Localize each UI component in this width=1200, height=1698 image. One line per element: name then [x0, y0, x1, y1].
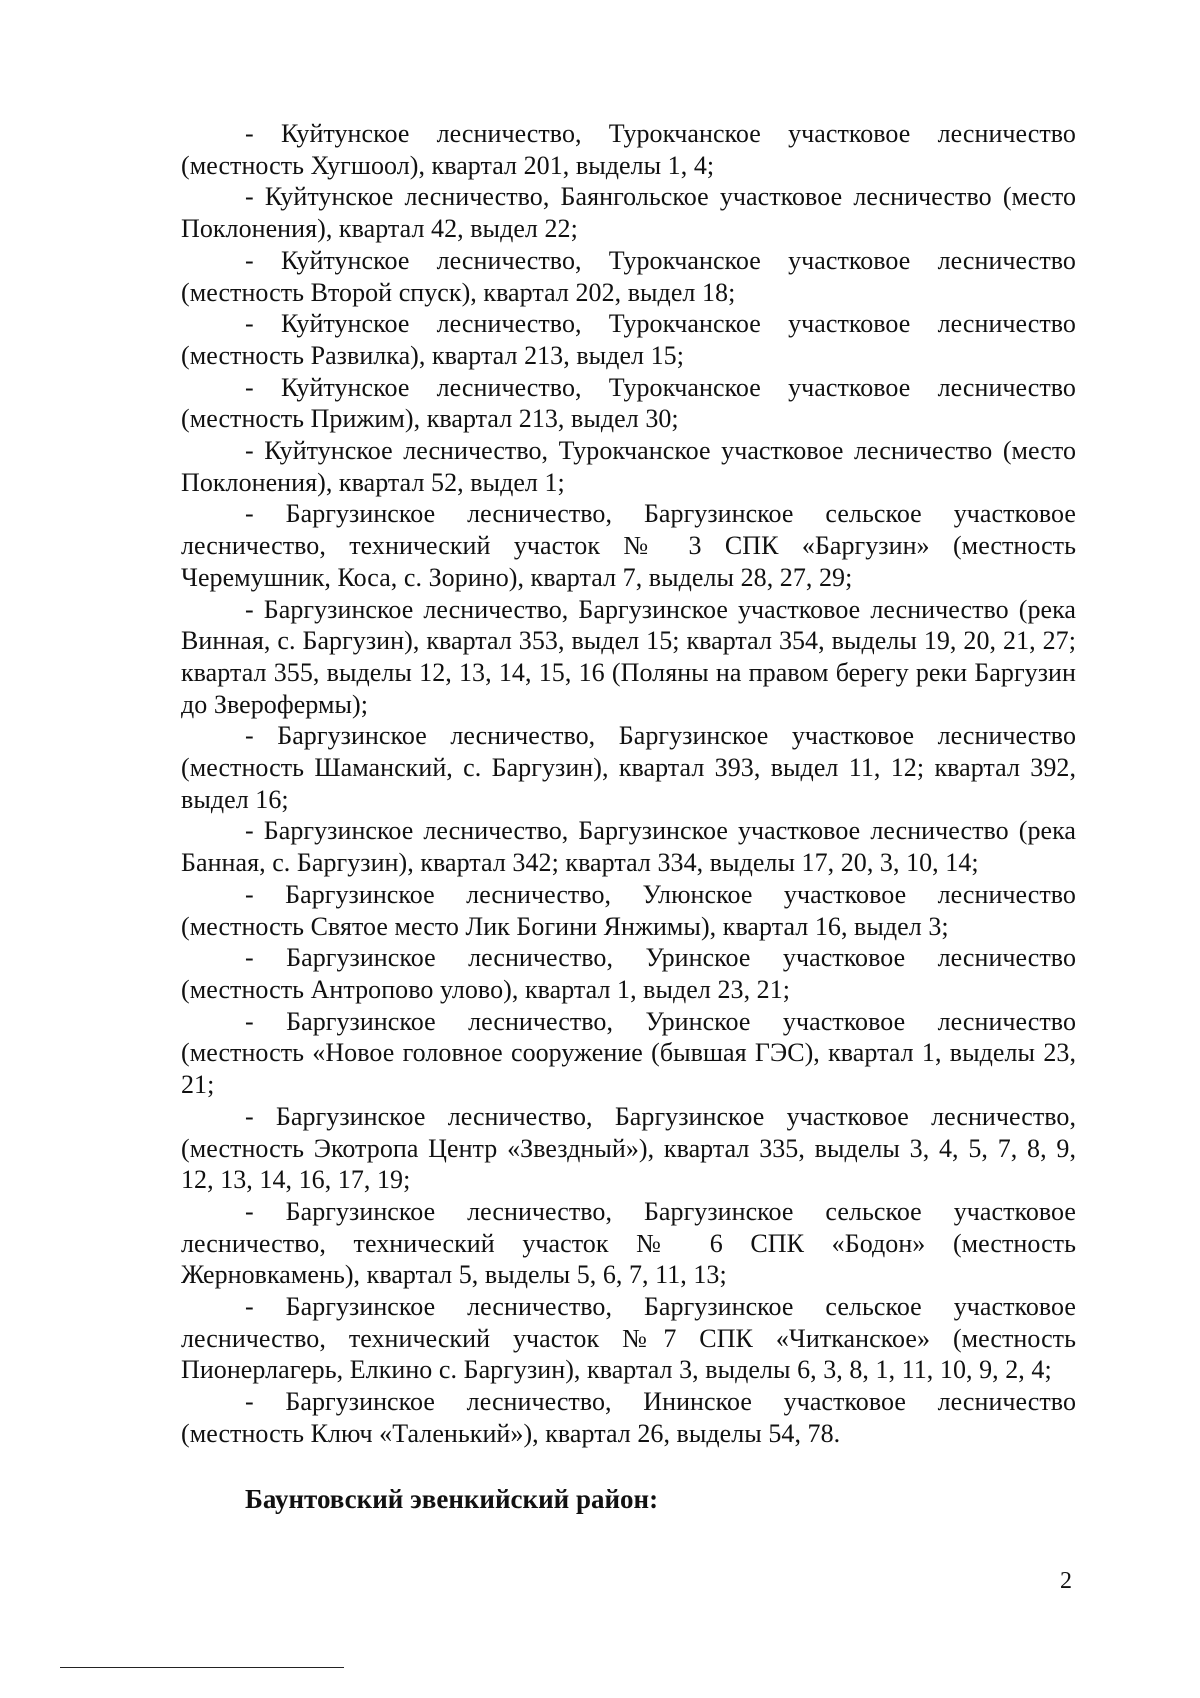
- page-number: 2: [1060, 1568, 1072, 1594]
- list-item: - Баргузинское лесничество, Баргузинское участковое лесничество (местность Шаманский, с. Баргузин), квартал 393, выдел 11, 12; квартал 392, выдел 16;: [181, 721, 1076, 814]
- list-item: - Баргузинское лесничество, Баргузинское участковое лесничество (река Банная, с. Баргузин), квартал 342; квартал 334, выделы 17, 20, 3, 10, 14;: [181, 816, 1076, 878]
- list-item: - Куйтунское лесничество, Турокчанское участковое лесничество (местность Прижим), квартал 213, выдел 30;: [181, 372, 1076, 434]
- list-item: - Куйтунское лесничество, Турокчанское участковое лесничество (место Поклонения), квартал 52, выдел 1;: [181, 436, 1076, 497]
- list-item: - Баргузинское лесничество, Уринское участковое лесничество (местность «Новое головное сооружение (бывшая ГЭС), квартал 1, выделы 23, 21;: [181, 1006, 1076, 1100]
- list-item: - Куйтунское лесничество, Турокчанское участковое лесничество (местность Развилка), квартал 213, выдел 15;: [181, 309, 1076, 370]
- list-item: - Баргузинское лесничество, Уринское участковое лесничество (местность Антропово улово), квартал 1, выдел 23, 21;: [181, 943, 1076, 1004]
- footnote-divider: [60, 1667, 344, 1668]
- list-item: - Баргузинское лесничество, Баргузинское сельское участковое лесничество, технический участок № 3 СПК «Баргузин» (местность Черемушник, Коса, с. Зорино), квартал 7, выделы 28, 27, 29;: [181, 499, 1076, 592]
- document-body: [181, 118, 1076, 1450]
- list-item: - Баргузинское лесничество, Баргузинское участковое лесничество (река Винная, с. Баргузин), квартал 353, выдел 15; квартал 354, выделы 19, 20, 21, 27; квартал 355, выделы 12, 13, 14, 15, 16 (Поляны на правом берегу реки Баргузин до Зверофермы);: [181, 594, 1076, 719]
- list-item: - Баргузинское лесничество, Баргузинское сельское участковое лесничество, технический участок № 6 СПК «Бодон» (местность Жерновкамень), квартал 5, выделы 5, 6, 7, 11, 13;: [181, 1196, 1076, 1290]
- list-item: - Баргузинское лесничество, Улюнское участковое лесничество (местность Святое место Лик Богини Янжимы), квартал 16, выдел 3;: [181, 879, 1076, 941]
- section-heading: Баунтовский эвенкийский район:: [245, 1484, 659, 1514]
- list-item: - Баргузинское лесничество, Баргузинское сельское участковое лесничество, технический участок №7 СПК «Читканское» (местность Пионерлагерь, Елкино с. Баргузин), квартал 3, выделы 6, 3, 8, 1, 11, 10, 9, 2, 4;: [181, 1292, 1076, 1385]
- list-item: - Баргузинское лесничество, Баргузинское участковое лесничество, (местность Экотропа Центр «Звездный»), квартал 335, выделы 3, 4, 5, 7, 8, 9, 12, 13, 14, 16, 17, 19;: [181, 1101, 1076, 1195]
- list-item: - Баргузинское лесничество, Ининское участковое лесничество (местность Ключ «Таленький»), квартал 26, выделы 54, 78.: [181, 1387, 1076, 1448]
- list-item: - Куйтунское лесничество, Турокчанское участковое лесничество (местность Хугшоол), квартал 201, выделы 1, 4;: [181, 119, 1076, 180]
- list-item: - Куйтунское лесничество, Турокчанское участковое лесничество (местность Второй спуск), квартал 202, выдел 18;: [181, 245, 1076, 307]
- list-item: - Куйтунское лесничество, Баянгольское участковое лесничество (место Поклонения), квартал 42, выдел 22;: [181, 182, 1076, 244]
